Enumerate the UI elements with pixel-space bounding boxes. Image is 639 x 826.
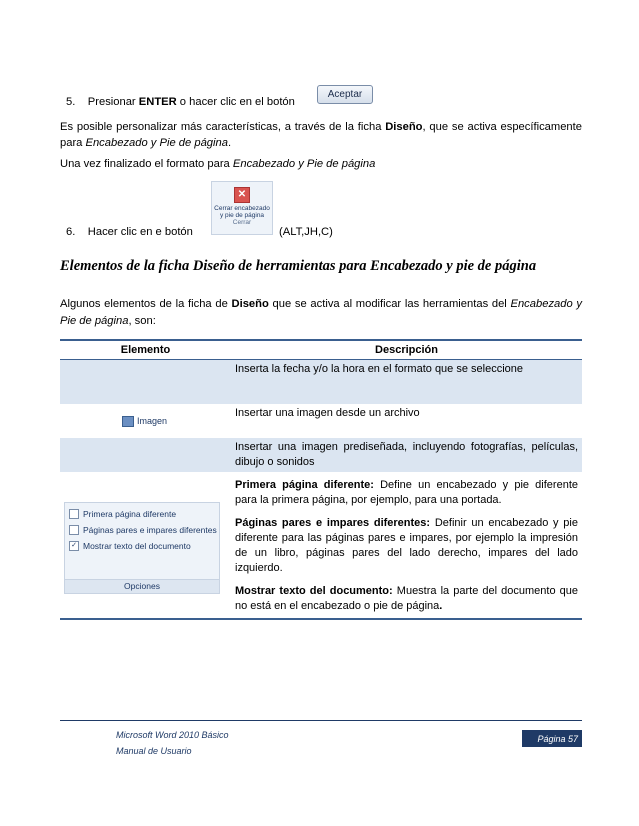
table-cell-description: Inserta la fecha y/o la hora en el formato que se seleccione — [235, 363, 524, 375]
intro-paragraph — [60, 296, 582, 330]
options-group-label: Opciones — [65, 579, 219, 593]
column-header-descripcion: Descripción — [231, 340, 582, 360]
table-cell-description: Insertar una imagen desde un archivo — [235, 407, 420, 419]
table-row — [60, 472, 582, 619]
description-block — [235, 516, 578, 576]
button-caption: y pie de página — [219, 212, 265, 219]
table-cell-element — [60, 472, 231, 619]
step-text-end: o hacer clic en el botón — [176, 96, 295, 108]
column-header-elemento: Elemento — [60, 340, 231, 360]
para-italic: Encabezado y Pie de página — [85, 137, 228, 149]
para-text: Una vez finalizado el formato para — [60, 158, 233, 170]
description-term: Mostrar texto del documento: — [235, 585, 393, 597]
imagen-label: Imagen — [137, 416, 168, 426]
description-text: Define un encabezado y pie diferente para la primera página, por ejemplo, para una portada. — [235, 479, 578, 506]
step-6 — [66, 224, 193, 240]
para-italic: Encabezado y Pie de página — [232, 158, 376, 170]
button-caption: Cerrar encabezado — [214, 205, 270, 212]
para-text: , que se activa específicamente para — [60, 121, 582, 149]
table-cell-element — [60, 360, 231, 405]
para-text: que se activa al modificar las herramientas del — [268, 298, 511, 310]
paragraph-finalizado — [60, 156, 375, 172]
para-bold: Diseño — [231, 298, 269, 310]
description-text: . — [439, 600, 443, 612]
checkbox-icon — [69, 525, 79, 535]
step-shortcut: (ALT,JH,C) — [279, 226, 333, 238]
step-5 — [66, 94, 295, 110]
section-heading: Elementos de la ficha Diseño de herramientas para Encabezado y pie de página — [60, 258, 537, 274]
opciones-group-image — [64, 502, 220, 594]
option-label: Páginas pares e impares diferentes — [83, 524, 217, 535]
step-number: 5. — [66, 96, 76, 108]
description-text: Definir un encabezado y pie diferente para las páginas pares e impares, por ejemplo la impresión de un libro, páginas pares del lado derecho, impares del lado izquierdo. — [235, 517, 578, 574]
table-cell-element — [60, 438, 231, 472]
step-text: Presionar — [87, 96, 139, 108]
option-label: Primera página diferente — [83, 508, 177, 519]
para-text: . — [227, 137, 232, 149]
para-italic: Encabezado y Pie de página — [60, 298, 583, 327]
table-cell-description — [231, 472, 582, 619]
table-row — [60, 438, 582, 472]
para-text: Es posible personalizar más características, a través de la ficha — [60, 121, 386, 133]
footer-subtitle: Manual de Usuario — [116, 746, 192, 756]
table-cell-element — [60, 404, 231, 438]
table-cell-description: Insertar una imagen prediseñada, incluyendo fotografías, películas, dibujo o sonidos — [235, 441, 578, 468]
description-text: Muestra la parte del documento que no está en el encabezado o pie de página — [235, 585, 579, 612]
paragraph-personalizar — [60, 119, 582, 151]
step-number: 6. — [66, 226, 76, 238]
aceptar-button-image: Aceptar — [317, 85, 373, 104]
checkbox-icon — [69, 509, 79, 519]
option-item — [65, 538, 219, 554]
para-bold: Diseño — [385, 121, 423, 133]
elements-table — [60, 339, 582, 620]
option-item — [65, 522, 219, 538]
cerrar-encabezado-button-image — [211, 181, 273, 235]
close-icon: ✕ — [234, 187, 250, 203]
page-number: Página 57 — [522, 730, 582, 747]
description-block — [235, 478, 578, 508]
footer-divider — [60, 720, 582, 721]
table-row — [60, 404, 582, 438]
description-term: Primera página diferente: — [235, 479, 374, 491]
option-item — [65, 506, 219, 522]
button-group-label: Cerrar — [232, 219, 252, 226]
para-text: , son: — [128, 315, 156, 327]
table-row — [60, 360, 582, 405]
checkbox-checked-icon: ✓ — [69, 541, 79, 551]
description-block — [235, 584, 578, 614]
imagen-button-image — [122, 414, 227, 429]
picture-icon — [122, 416, 134, 427]
step-key: ENTER — [138, 96, 177, 108]
description-term: Páginas pares e impares diferentes: — [235, 517, 431, 529]
table-header-row — [60, 340, 582, 360]
option-label: Mostrar texto del documento — [83, 540, 191, 551]
footer-title: Microsoft Word 2010 Básico — [116, 730, 229, 740]
para-text: Algunos elementos de la ficha de — [60, 298, 232, 310]
step-text: Hacer clic en e botón — [87, 226, 193, 238]
